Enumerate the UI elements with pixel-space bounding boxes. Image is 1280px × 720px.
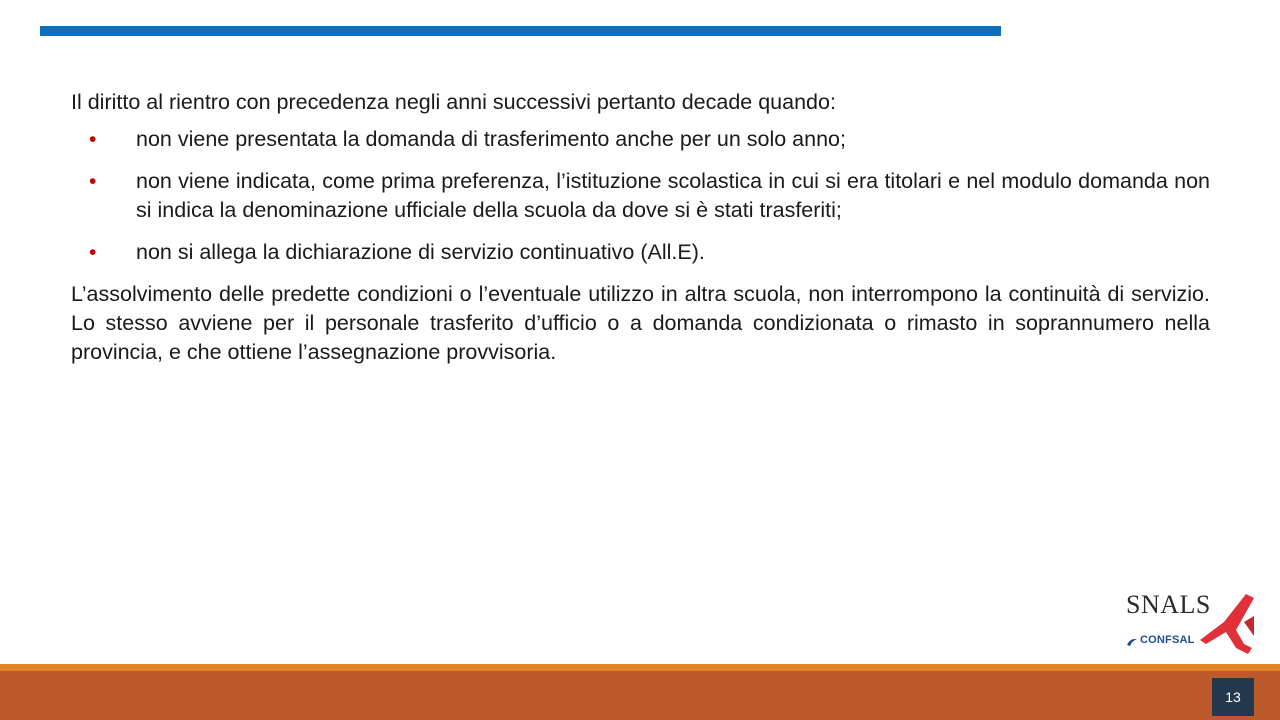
bullet-text: non si allega la dichiarazione di servizio continuativo (All.E). [136, 240, 705, 264]
bullet-dot-icon: • [89, 128, 97, 151]
logo-snals-text: SNALS [1126, 590, 1211, 619]
closing-paragraph: L’assolvimento delle predette condizioni o l’eventuale utilizzo in altra scuola, non interrompono la continuità di servizio. Lo stesso avviene per il personale trasferito d’ufficio o a domanda condizionata o rimasto in soprannumero nella provincia, e che ottiene l’assegnazione provvisoria. [71, 282, 1210, 364]
logo-confsal-text: CONFSAL [1140, 634, 1195, 646]
bullet-item [71, 125, 1210, 154]
intro-paragraph: Il diritto al rientro con precedenza negli anni successivi pertanto decade quando: [71, 90, 836, 114]
bullet-text: non viene indicata, come prima preferenza, l’istituzione scolastica in cui si era titolari e nel modulo domanda non si indica la denominazione ufficiale della scuola da dove si è stati trasferiti; [136, 169, 1210, 222]
page-number: 13 [1212, 678, 1254, 716]
bullet-list [71, 125, 1210, 267]
confsal-mark-icon [1126, 637, 1138, 647]
slide-body [71, 88, 1210, 367]
bullet-item [71, 167, 1210, 225]
bullet-item [71, 238, 1210, 267]
footer-stripe [0, 664, 1280, 671]
bullet-dot-icon: • [89, 241, 97, 264]
bullet-dot-icon: • [89, 170, 97, 193]
logo-swoosh-icon [1196, 592, 1256, 654]
top-accent-bar [40, 26, 1001, 36]
bullet-text: non viene presentata la domanda di trasferimento anche per un solo anno; [136, 127, 846, 151]
snals-confsal-logo [1124, 590, 1254, 654]
footer-bar [0, 671, 1280, 720]
